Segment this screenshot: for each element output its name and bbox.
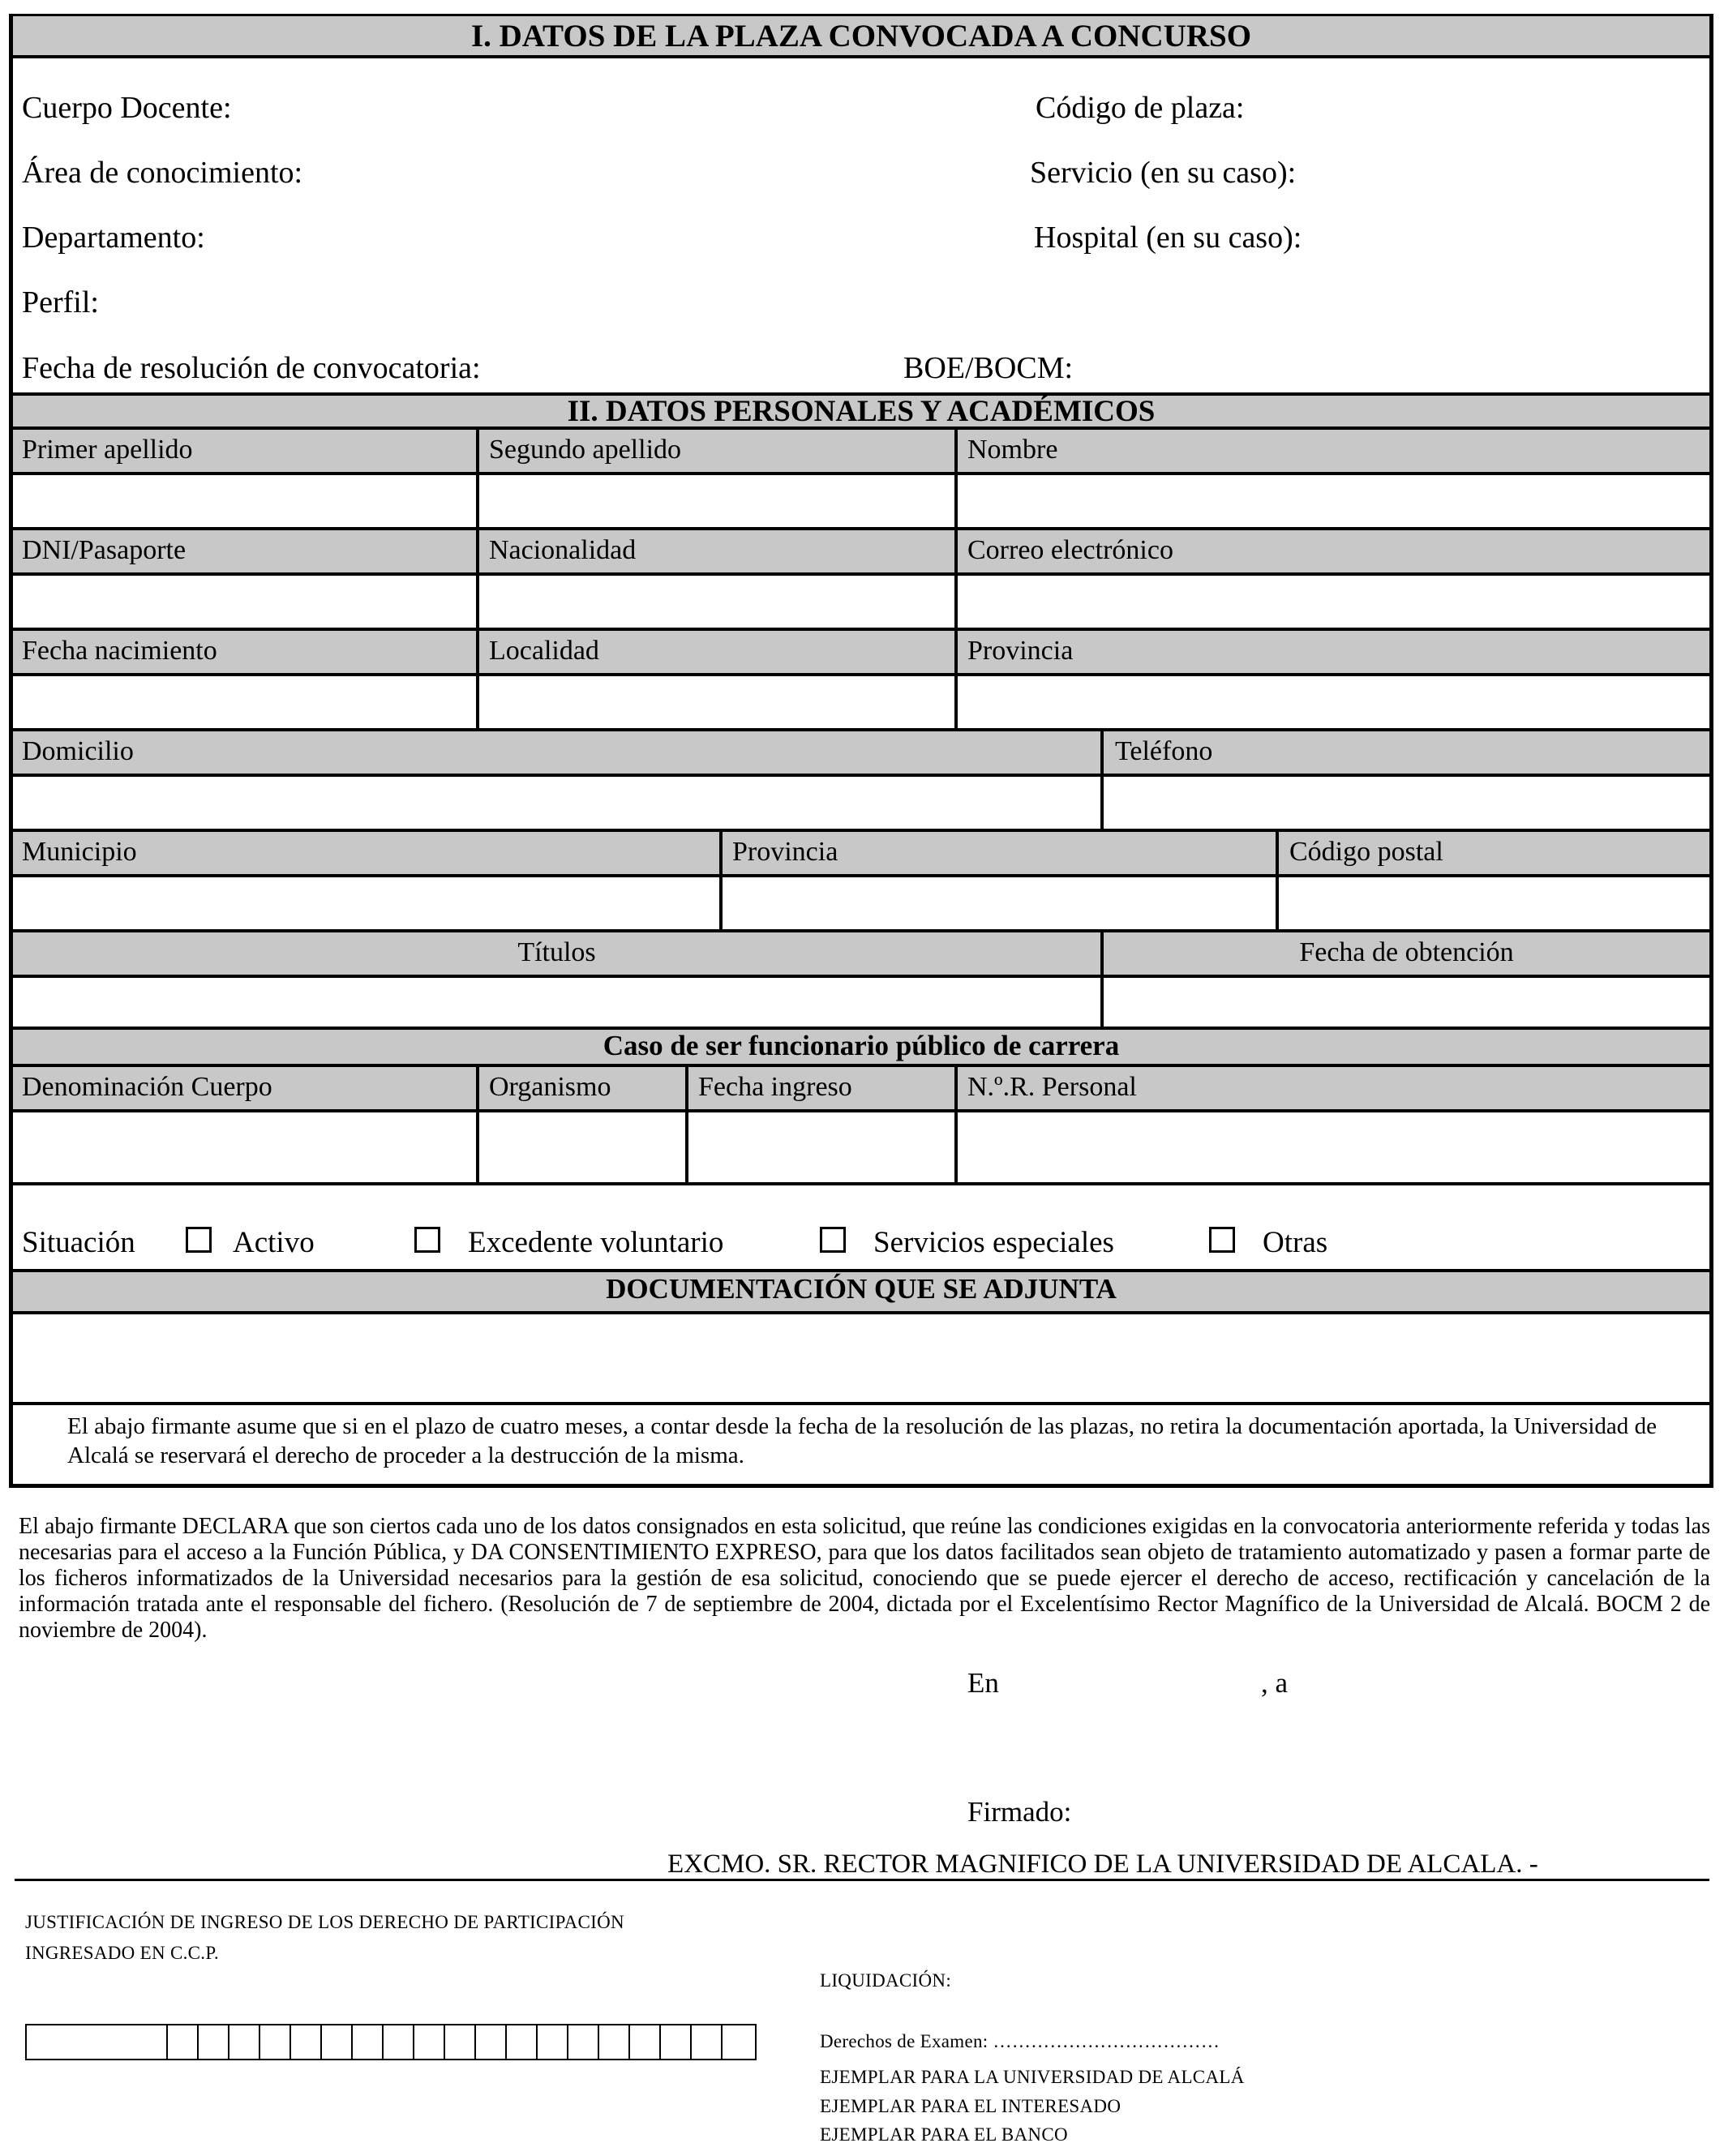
servicio-label: Servicio (en su caso): — [1030, 156, 1297, 190]
departamento-label: Departamento: — [22, 221, 205, 255]
titulos-label: Títulos — [517, 937, 596, 967]
nombre-input[interactable] — [958, 475, 1709, 527]
divider — [13, 1064, 1709, 1067]
ccp-box[interactable] — [351, 2024, 384, 2060]
en-label: En — [967, 1667, 999, 1699]
ccp-box[interactable] — [721, 2024, 757, 2060]
domicilio-label: Domicilio — [22, 736, 134, 766]
section2-title: II. DATOS PERSONALES Y ACADÉMICOS — [567, 395, 1156, 428]
localidad-label: Localidad — [489, 636, 599, 666]
documentacion-notice: El abajo firmante asume que si en el plazo de cuatro meses, a contar desde la fecha de la resolución de las plazas, no retira la documentación aportada, la Universidad de Alcalá se reservará el derecho de proceder a la destrucción de la misma. — [67, 1413, 1657, 1468]
ccp-box[interactable] — [259, 2024, 291, 2060]
denominacion-input[interactable] — [13, 1112, 476, 1181]
documentacion-input[interactable] — [13, 1314, 1709, 1402]
nombre-label: Nombre — [967, 435, 1058, 465]
nacionalidad-label: Nacionalidad — [489, 535, 637, 565]
provincia-label: Provincia — [967, 636, 1074, 666]
dni-label: DNI/Pasaporte — [22, 535, 187, 565]
section1-title: I. DATOS DE LA PLAZA CONVOCADA A CONCURSO — [470, 19, 1252, 54]
codigo-plaza-label: Código de plaza: — [1036, 91, 1245, 125]
nrp-input[interactable] — [958, 1112, 1709, 1181]
perfil-label: Perfil: — [22, 285, 99, 319]
ccp-box[interactable] — [413, 2024, 445, 2060]
ccp-box[interactable] — [166, 2024, 199, 2060]
ccp-box[interactable] — [320, 2024, 353, 2060]
organismo-input[interactable] — [479, 1112, 685, 1181]
primer-apellido-input[interactable] — [13, 475, 476, 527]
activo-label: Activo — [233, 1226, 315, 1259]
row2-header — [13, 527, 1709, 576]
otras-checkbox[interactable] — [1209, 1227, 1235, 1253]
dni-input[interactable] — [13, 576, 476, 628]
funcionario-title: Caso de ser funcionario público de carrera — [603, 1030, 1120, 1061]
fecha-nacimiento-label: Fecha nacimiento — [22, 636, 217, 666]
declaration-text: El abajo firmante DECLARA que son ciertos cada uno de los datos consignados en esta solicitud, que reúne las condiciones exigidas en la convocatoria anteriormente referida y todas las necesarias para el acceso a la Función Pública, y DA CONSENTIMIENTO EXPRESO, para que los datos facilitados sean objeto de tratamiento automatizado y pasen a formar parte de los ficheros informatizados de la Universidad necesarios para la gestión de esa solicitud, conociendo que se puede ejercer el derecho de acceso, rectificación y cancelación de la información tratada ante el responsable del fichero. (Resolución de 7 de septiembre de 2004, dictada por el Excelentísimo Rector Magnífico de la Universidad de Alcalá. BOCM 2 de noviembre de 2004). — [19, 1514, 1710, 1643]
divider — [13, 1182, 1709, 1185]
ccp-box[interactable] — [567, 2024, 599, 2060]
correo-input[interactable] — [958, 576, 1709, 628]
ccp-box[interactable] — [25, 2024, 168, 2060]
codigo-postal-label: Código postal — [1289, 837, 1443, 867]
row3-header — [13, 628, 1709, 676]
ccp-box[interactable] — [289, 2024, 322, 2060]
fecha-ingreso-input[interactable] — [688, 1112, 954, 1181]
row5-header — [13, 829, 1709, 877]
ccp-box[interactable] — [382, 2024, 414, 2060]
provincia-input[interactable] — [958, 676, 1709, 728]
excedente-label: Excedente voluntario — [468, 1226, 724, 1259]
justificacion-line1: JUSTIFICACIÓN DE INGRESO DE LOS DERECHO DE PARTICIPACIÓN — [25, 1912, 624, 1932]
ccp-box[interactable] — [690, 2024, 723, 2060]
telefono-input[interactable] — [1104, 777, 1709, 829]
situacion-label: Situación — [22, 1226, 135, 1259]
otras-label: Otras — [1263, 1226, 1328, 1259]
divider — [13, 1402, 1709, 1405]
nrp-label: N.º.R. Personal — [967, 1072, 1137, 1102]
liquidacion-label: LIQUIDACIÓN: — [820, 1970, 952, 1991]
ccp-box[interactable] — [197, 2024, 229, 2060]
ccp-box[interactable] — [536, 2024, 568, 2060]
provincia2-label: Provincia — [732, 837, 838, 867]
municipio-input[interactable] — [13, 877, 719, 929]
fecha-ingreso-label: Fecha ingreso — [698, 1072, 852, 1102]
signature-line — [15, 1879, 1709, 1881]
fecha-obtencion-label: Fecha de obtención — [1299, 937, 1514, 967]
primer-apellido-label: Primer apellido — [22, 435, 193, 465]
organismo-label: Organismo — [489, 1072, 611, 1102]
fecha-resolucion-label: Fecha de resolución de convocatoria: — [22, 351, 481, 385]
titulos-input[interactable] — [13, 978, 1100, 1028]
segundo-apellido-input[interactable] — [479, 475, 954, 527]
servicios-checkbox[interactable] — [820, 1227, 846, 1253]
ccp-box[interactable] — [659, 2024, 692, 2060]
municipio-label: Municipio — [22, 837, 137, 867]
ejemplar-interesado: EJEMPLAR PARA EL INTERESADO — [820, 2096, 1121, 2116]
nacionalidad-input[interactable] — [479, 576, 954, 628]
activo-checkbox[interactable] — [186, 1227, 212, 1253]
justificacion-line2: INGRESADO EN C.C.P. — [25, 1943, 219, 1963]
lugar-input[interactable] — [1006, 1664, 1257, 1700]
fecha-nacimiento-input[interactable] — [13, 676, 476, 728]
documentacion-title: DOCUMENTACIÓN QUE SE ADJUNTA — [606, 1273, 1117, 1305]
ccp-number-boxes — [25, 2024, 757, 2060]
hospital-label: Hospital (en su caso): — [1034, 221, 1302, 255]
a-label: , a — [1261, 1667, 1289, 1699]
localidad-input[interactable] — [479, 676, 954, 728]
ccp-box[interactable] — [474, 2024, 507, 2060]
excedente-checkbox[interactable] — [414, 1227, 440, 1253]
fecha-obtencion-input[interactable] — [1104, 978, 1709, 1028]
ejemplar-banco: EJEMPLAR PARA EL BANCO — [820, 2124, 1068, 2145]
derechos-label: Derechos de Examen: ……………………………… — [820, 2031, 1220, 2051]
ccp-box[interactable] — [444, 2024, 476, 2060]
ccp-box[interactable] — [228, 2024, 260, 2060]
ccp-box[interactable] — [628, 2024, 661, 2060]
ccp-box[interactable] — [598, 2024, 630, 2060]
segundo-apellido-label: Segundo apellido — [489, 435, 682, 465]
codigo-postal-input[interactable] — [1279, 877, 1709, 929]
ejemplar-universidad: EJEMPLAR PARA LA UNIVERSIDAD DE ALCALÁ — [820, 2067, 1245, 2087]
denominacion-label: Denominación Cuerpo — [22, 1072, 272, 1102]
cuerpo-docente-label: Cuerpo Docente: — [22, 91, 232, 125]
rector-label: EXCMO. SR. RECTOR MAGNIFICO DE LA UNIVERSIDAD DE ALCALA. - — [667, 1850, 1538, 1879]
firmado-label: Firmado: — [967, 1796, 1072, 1828]
provincia2-input[interactable] — [723, 877, 1276, 929]
telefono-label: Teléfono — [1115, 736, 1213, 766]
area-label: Área de conocimiento: — [22, 156, 303, 190]
row4-header — [13, 728, 1709, 777]
ccp-box[interactable] — [505, 2024, 538, 2060]
correo-label: Correo electrónico — [967, 535, 1173, 565]
boe-label: BOE/BOCM: — [903, 351, 1074, 385]
servicios-label: Servicios especiales — [873, 1226, 1114, 1259]
domicilio-input[interactable] — [13, 777, 1100, 829]
